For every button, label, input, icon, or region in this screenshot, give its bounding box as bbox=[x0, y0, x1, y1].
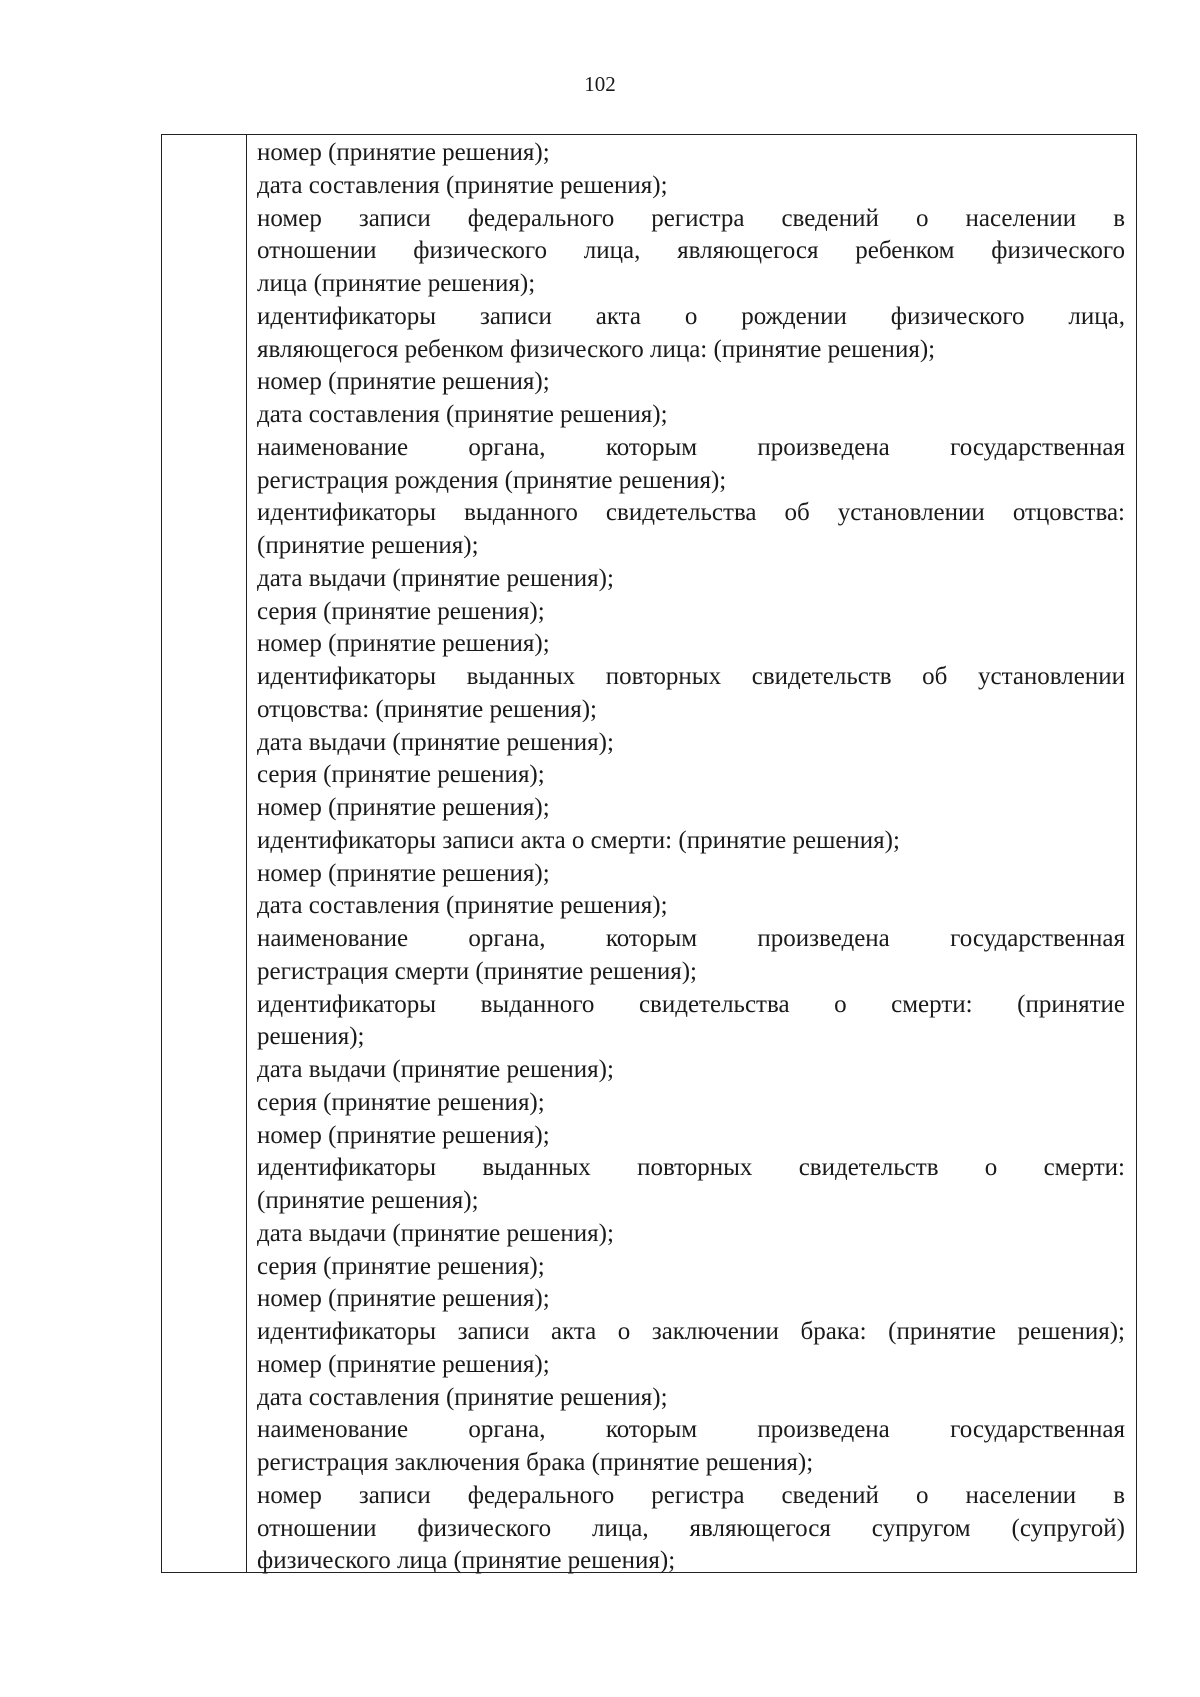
text-line: дата выдачи (принятие решения); bbox=[257, 564, 614, 592]
text-line: дата составления (принятие решения); bbox=[257, 401, 668, 428]
text-line: дата составления (принятие решения); bbox=[257, 1383, 668, 1411]
text-line: (принятие решения); bbox=[257, 532, 479, 559]
text-line: дата выдачи (принятие решения); bbox=[257, 1219, 614, 1247]
table-left-cell bbox=[162, 135, 247, 1572]
text-line: идентификаторы записи акта о заключении брака: (принятие решения); bbox=[257, 1318, 1125, 1345]
text-line: идентификаторы выданного свидетельства о смерти: (принятие bbox=[257, 990, 1125, 1018]
text-line: являющегося ребенком физического лица: (принятие решения); bbox=[257, 335, 936, 363]
page-number: 102 bbox=[584, 72, 616, 96]
text-line: номер записи федерального регистра сведений о населении в bbox=[257, 204, 1125, 232]
text-line: отношении физического лица, являющегося супругом (супругой) bbox=[257, 1514, 1125, 1542]
text-line: номер (принятие решения); bbox=[257, 630, 550, 658]
text-line: идентификаторы выданного свидетельства об установлении отцовства: bbox=[257, 499, 1125, 527]
text-line: номер (принятие решения); bbox=[257, 1285, 550, 1313]
text-line: дата составления (принятие решения); bbox=[257, 892, 668, 920]
text-line: идентификаторы записи акта о рождении физического лица, bbox=[257, 302, 1125, 330]
text-line: серия (принятие решения); bbox=[257, 761, 545, 789]
text-line: решения); bbox=[257, 1023, 365, 1051]
text-line: номер (принятие решения); bbox=[257, 794, 550, 821]
text-line: регистрация рождения (принятие решения); bbox=[257, 466, 727, 494]
text-line: номер (принятие решения); bbox=[257, 1350, 550, 1378]
text-line: регистрация смерти (принятие решения); bbox=[257, 957, 697, 985]
text-line: отношении физического лица, являющегося ребенком физического bbox=[257, 237, 1125, 265]
text-line: серия (принятие решения); bbox=[257, 597, 545, 625]
text-line: регистрация заключения брака (принятие решения); bbox=[257, 1449, 814, 1476]
text-line: идентификаторы выданных повторных свидетельств об установлении bbox=[257, 663, 1125, 690]
text-line: дата составления (принятие решения); bbox=[257, 171, 668, 199]
text-line: номер (принятие решения); bbox=[257, 1121, 550, 1149]
text-line: наименование органа, которым произведена государственная bbox=[257, 433, 1125, 461]
text-line: наименование органа, которым произведена государственная bbox=[257, 1416, 1125, 1444]
text-line: наименование органа, которым произведена государственная bbox=[257, 925, 1125, 952]
text-line: идентификаторы записи акта о смерти: (принятие решения); bbox=[257, 826, 900, 854]
text-line: отцовства: (принятие решения); bbox=[257, 695, 598, 723]
text-line: серия (принятие решения); bbox=[257, 1088, 545, 1116]
text-line: физического лица (принятие решения); bbox=[257, 1547, 676, 1575]
text-line: лица (принятие решения); bbox=[257, 270, 536, 297]
text-line: номер (принятие решения); bbox=[257, 139, 550, 166]
document-table bbox=[161, 134, 1137, 1573]
text-line: дата выдачи (принятие решения); bbox=[257, 728, 614, 756]
text-line: идентификаторы выданных повторных свидетельств о смерти: bbox=[257, 1154, 1125, 1182]
text-line: номер (принятие решения); bbox=[257, 859, 550, 887]
text-line: дата выдачи (принятие решения); bbox=[257, 1056, 614, 1083]
text-line: серия (принятие решения); bbox=[257, 1252, 545, 1280]
text-line: (принятие решения); bbox=[257, 1187, 479, 1214]
text-line: номер записи федерального регистра сведений о населении в bbox=[257, 1481, 1125, 1509]
table-right-cell bbox=[247, 135, 1136, 1575]
text-line: номер (принятие решения); bbox=[257, 368, 550, 396]
